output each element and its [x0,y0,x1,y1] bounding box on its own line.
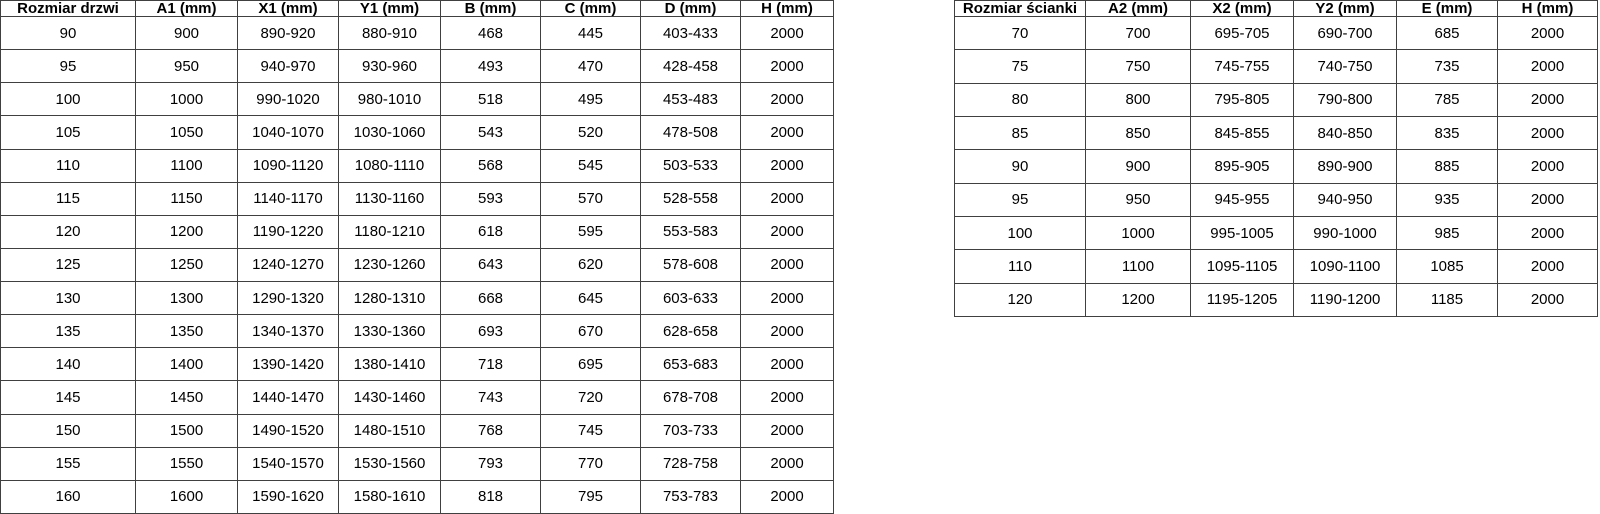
table-cell: 403-433 [641,17,741,50]
table-cell: 1250 [136,248,238,281]
table-cell: 110 [955,250,1086,283]
table-cell: 768 [441,414,541,447]
table-row [1,381,834,414]
table-row [955,183,1598,216]
table-cell: 2000 [741,348,834,381]
table-cell: 105 [1,116,136,149]
table-cell: 945-955 [1191,183,1294,216]
table-cell: 135 [1,315,136,348]
table-cell: 818 [441,480,541,513]
table-cell: 553-583 [641,215,741,248]
table-cell: 90 [955,150,1086,183]
table-cell: 1090-1100 [1294,250,1397,283]
table-row [955,150,1598,183]
table-cell: 160 [1,480,136,513]
table-cell: 693 [441,315,541,348]
table-cell: 685 [1397,17,1498,50]
table-cell: 1490-1520 [238,414,339,447]
table-cell: 990-1000 [1294,216,1397,249]
table-cell: 2000 [741,480,834,513]
table-cell: 1380-1410 [339,348,441,381]
table-cell: 75 [955,50,1086,83]
table-cell: 145 [1,381,136,414]
table-row [955,17,1598,50]
wall-column-header: Y2 (mm) [1294,1,1397,17]
table-row [1,315,834,348]
table-cell: 703-733 [641,414,741,447]
table-cell: 750 [1086,50,1191,83]
table-cell: 603-633 [641,282,741,315]
table-cell: 2000 [741,149,834,182]
table-cell: 1050 [136,116,238,149]
table-cell: 728-758 [641,447,741,480]
table-cell: 2000 [1498,250,1598,283]
table-cell: 2000 [1498,116,1598,149]
table-cell: 2000 [741,414,834,447]
table-cell: 670 [541,315,641,348]
table-cell: 1430-1460 [339,381,441,414]
table-cell: 1530-1560 [339,447,441,480]
table-cell: 930-960 [339,50,441,83]
table-cell: 890-900 [1294,150,1397,183]
table-cell: 695-705 [1191,17,1294,50]
table-cell: 1090-1120 [238,149,339,182]
table-cell: 478-508 [641,116,741,149]
table-cell: 885 [1397,150,1498,183]
table-cell: 2000 [1498,83,1598,116]
table-cell: 900 [1086,150,1191,183]
table-cell: 753-783 [641,480,741,513]
table-cell: 2000 [1498,216,1598,249]
table-cell: 700 [1086,17,1191,50]
table-row [1,282,834,315]
table-cell: 800 [1086,83,1191,116]
table-cell: 1480-1510 [339,414,441,447]
table-cell: 70 [955,17,1086,50]
table-cell: 2000 [741,381,834,414]
table-cell: 740-750 [1294,50,1397,83]
table-cell: 1040-1070 [238,116,339,149]
table-row [1,248,834,281]
table-cell: 840-850 [1294,116,1397,149]
table-cell: 2000 [741,282,834,315]
table-cell: 1590-1620 [238,480,339,513]
table-cell: 1000 [1086,216,1191,249]
table-cell: 493 [441,50,541,83]
table-row [1,149,834,182]
table-cell: 1030-1060 [339,116,441,149]
table-cell: 2000 [1498,283,1598,316]
table-cell: 678-708 [641,381,741,414]
table-cell: 890-920 [238,17,339,50]
table-cell: 100 [955,216,1086,249]
table-cell: 1450 [136,381,238,414]
table-row [955,283,1598,316]
table-cell: 950 [136,50,238,83]
table-cell: 850 [1086,116,1191,149]
table-cell: 1095-1105 [1191,250,1294,283]
table-cell: 1230-1260 [339,248,441,281]
table-cell: 1280-1310 [339,282,441,315]
wall-size-table [954,0,1598,317]
table-cell: 995-1005 [1191,216,1294,249]
table-cell: 1200 [136,215,238,248]
table-cell: 1400 [136,348,238,381]
table-cell: 880-910 [339,17,441,50]
table-cell: 900 [136,17,238,50]
table-cell: 1240-1270 [238,248,339,281]
table-cell: 2000 [741,116,834,149]
table-cell: 1180-1210 [339,215,441,248]
table-cell: 1390-1420 [238,348,339,381]
table-cell: 1150 [136,182,238,215]
table-cell: 620 [541,248,641,281]
table-cell: 543 [441,116,541,149]
table-cell: 745 [541,414,641,447]
table-cell: 1330-1360 [339,315,441,348]
table-cell: 1195-1205 [1191,283,1294,316]
table-cell: 980-1010 [339,83,441,116]
wall-column-header: X2 (mm) [1191,1,1294,17]
table-cell: 2000 [1498,50,1598,83]
table-cell: 595 [541,215,641,248]
table-cell: 503-533 [641,149,741,182]
table-cell: 468 [441,17,541,50]
table-cell: 743 [441,381,541,414]
table-row [1,83,834,116]
table-cell: 470 [541,50,641,83]
door-column-header: X1 (mm) [238,1,339,17]
table-cell: 1350 [136,315,238,348]
table-cell: 528-558 [641,182,741,215]
table-cell: 2000 [741,248,834,281]
wall-column-header: E (mm) [1397,1,1498,17]
table-cell: 1100 [1086,250,1191,283]
table-cell: 795 [541,480,641,513]
table-cell: 80 [955,83,1086,116]
table-cell: 795-805 [1191,83,1294,116]
table-row [1,447,834,480]
wall-column-header: A2 (mm) [1086,1,1191,17]
table-cell: 115 [1,182,136,215]
table-cell: 2000 [1498,17,1598,50]
table-cell: 2000 [741,83,834,116]
table-cell: 85 [955,116,1086,149]
table-cell: 690-700 [1294,17,1397,50]
table-cell: 100 [1,83,136,116]
table-cell: 628-658 [641,315,741,348]
table-cell: 668 [441,282,541,315]
door-column-header: A1 (mm) [136,1,238,17]
table-cell: 985 [1397,216,1498,249]
table-cell: 1300 [136,282,238,315]
table-cell: 653-683 [641,348,741,381]
table-cell: 110 [1,149,136,182]
table-cell: 2000 [741,182,834,215]
table-cell: 1130-1160 [339,182,441,215]
table-cell: 1200 [1086,283,1191,316]
table-cell: 495 [541,83,641,116]
table-cell: 545 [541,149,641,182]
door-column-header: Y1 (mm) [339,1,441,17]
table-cell: 445 [541,17,641,50]
table-cell: 570 [541,182,641,215]
table-row [955,116,1598,149]
table-cell: 90 [1,17,136,50]
table-cell: 2000 [1498,150,1598,183]
table-row [1,182,834,215]
table-cell: 428-458 [641,50,741,83]
table-cell: 845-855 [1191,116,1294,149]
table-row [955,50,1598,83]
table-row [955,216,1598,249]
table-cell: 718 [441,348,541,381]
table-cell: 790-800 [1294,83,1397,116]
table-cell: 645 [541,282,641,315]
table-row [1,215,834,248]
table-cell: 1500 [136,414,238,447]
table-cell: 120 [1,215,136,248]
table-cell: 940-970 [238,50,339,83]
table-cell: 835 [1397,116,1498,149]
table-cell: 593 [441,182,541,215]
table-cell: 150 [1,414,136,447]
table-row [1,17,834,50]
table-cell: 770 [541,447,641,480]
door-column-header: H (mm) [741,1,834,17]
table-cell: 2000 [741,315,834,348]
table-cell: 1085 [1397,250,1498,283]
table-cell: 95 [1,50,136,83]
table-cell: 95 [955,183,1086,216]
door-column-header: B (mm) [441,1,541,17]
table-cell: 2000 [741,215,834,248]
table-cell: 695 [541,348,641,381]
table-cell: 1540-1570 [238,447,339,480]
table-row [1,480,834,513]
table-cell: 1290-1320 [238,282,339,315]
table-cell: 1440-1470 [238,381,339,414]
table-cell: 720 [541,381,641,414]
door-column-header: Rozmiar drzwi [1,1,136,17]
table-cell: 1080-1110 [339,149,441,182]
table-row [1,414,834,447]
table-cell: 1190-1200 [1294,283,1397,316]
table-cell: 120 [955,283,1086,316]
table-cell: 518 [441,83,541,116]
wall-column-header: H (mm) [1498,1,1598,17]
table-row [955,250,1598,283]
table-cell: 130 [1,282,136,315]
table-cell: 1140-1170 [238,182,339,215]
table-cell: 140 [1,348,136,381]
table-cell: 578-608 [641,248,741,281]
table-cell: 990-1020 [238,83,339,116]
table-cell: 793 [441,447,541,480]
table-cell: 2000 [741,17,834,50]
table-cell: 1185 [1397,283,1498,316]
table-cell: 895-905 [1191,150,1294,183]
door-column-header: D (mm) [641,1,741,17]
table-cell: 568 [441,149,541,182]
table-cell: 2000 [741,50,834,83]
table-cell: 618 [441,215,541,248]
wall-column-header: Rozmiar ścianki [955,1,1086,17]
table-row [1,50,834,83]
table-cell: 1100 [136,149,238,182]
table-cell: 940-950 [1294,183,1397,216]
table-cell: 935 [1397,183,1498,216]
table-cell: 1340-1370 [238,315,339,348]
table-cell: 745-755 [1191,50,1294,83]
table-cell: 950 [1086,183,1191,216]
table-cell: 735 [1397,50,1498,83]
table-cell: 1550 [136,447,238,480]
table-row [1,348,834,381]
door-column-header: C (mm) [541,1,641,17]
table-cell: 1600 [136,480,238,513]
table-cell: 643 [441,248,541,281]
table-row [955,83,1598,116]
table-cell: 1190-1220 [238,215,339,248]
table-row [1,116,834,149]
table-cell: 125 [1,248,136,281]
table-cell: 155 [1,447,136,480]
table-cell: 1580-1610 [339,480,441,513]
table-cell: 520 [541,116,641,149]
table-cell: 785 [1397,83,1498,116]
table-cell: 2000 [741,447,834,480]
table-cell: 2000 [1498,183,1598,216]
table-cell: 1000 [136,83,238,116]
table-cell: 453-483 [641,83,741,116]
